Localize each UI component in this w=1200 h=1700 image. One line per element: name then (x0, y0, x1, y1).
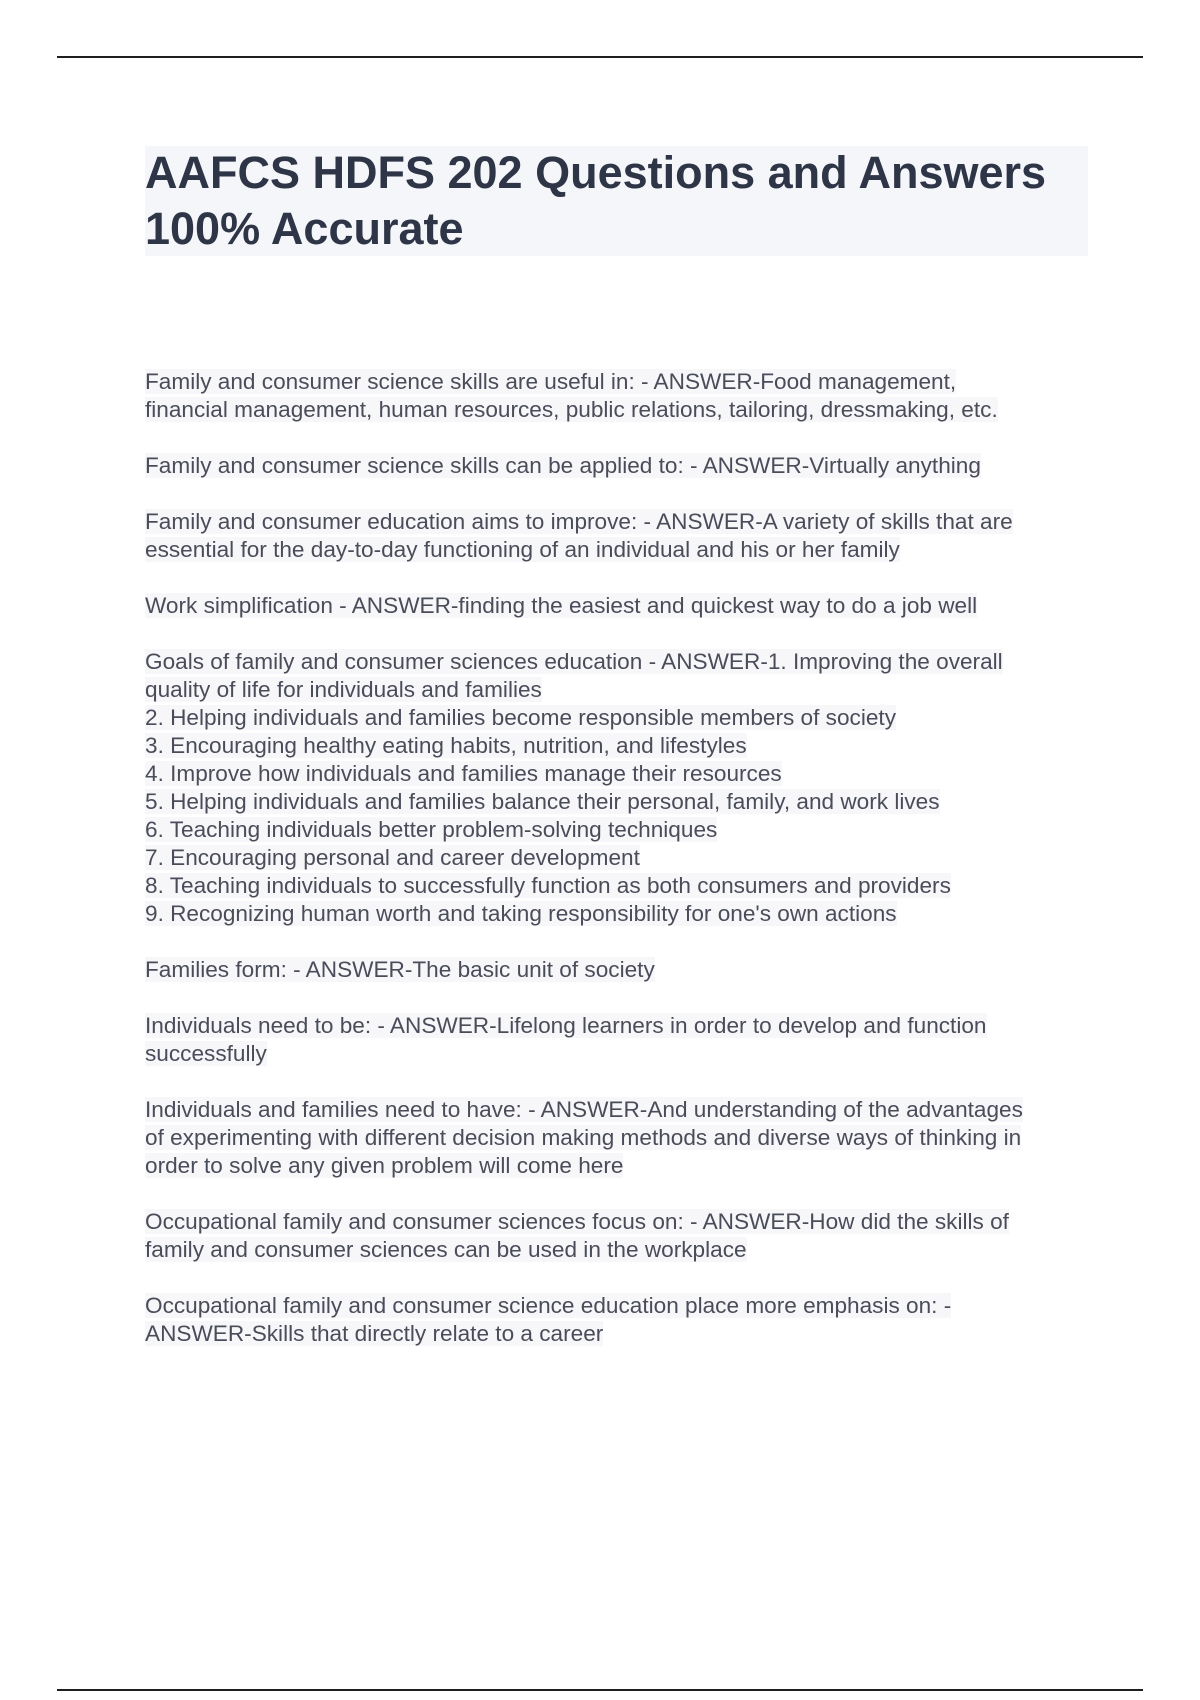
qa-text: Family and consumer science skills are useful in: - ANSWER-Food management, financial management, human resources, public relations, tailoring, dressmaking, etc. (145, 369, 998, 422)
qa-entry (145, 1096, 1095, 1180)
qa-text: Occupational family and consumer science education place more emphasis on: - ANSWER-Skills that directly relate to a career (145, 1293, 952, 1346)
qa-entry (145, 452, 1095, 480)
qa-entry (145, 368, 1095, 424)
title-block (145, 146, 1088, 256)
bottom-divider (57, 1689, 1143, 1691)
qa-text: Family and consumer science skills can be applied to: - ANSWER-Virtually anything (145, 453, 981, 478)
qa-entry (145, 592, 1095, 620)
qa-text: Work simplification - ANSWER-finding the easiest and quickest way to do a job well (145, 593, 978, 618)
qa-text: Family and consumer education aims to improve: - ANSWER-A variety of skills that are essential for the day-to-day functioning of an individual and his or her family (145, 509, 1013, 562)
qa-entry (145, 508, 1095, 564)
qa-text: Individuals need to be: - ANSWER-Lifelong learners in order to develop and function successfully (145, 1013, 987, 1066)
qa-entry (145, 648, 1095, 928)
qa-text: Families form: - ANSWER-The basic unit of society (145, 957, 655, 982)
qa-text: Individuals and families need to have: - ANSWER-And understanding of the advantages of experimenting with different decision making methods and diverse ways of thinking in order to solve any given problem will come here (145, 1097, 1023, 1178)
qa-entry (145, 1292, 1095, 1348)
page-title: AAFCS HDFS 202 Questions and Answers 100% Accurate (145, 147, 1047, 254)
qa-list (145, 368, 1095, 1376)
qa-entry (145, 956, 1095, 984)
qa-entry (145, 1208, 1095, 1264)
top-divider (57, 56, 1143, 58)
qa-text: Occupational family and consumer sciences focus on: - ANSWER-How did the skills of family and consumer sciences can be used in the workplace (145, 1209, 1009, 1262)
qa-text: Goals of family and consumer sciences education - ANSWER-1. Improving the overall quality of life for individuals and families 2. Helping individuals and families become responsible members of society 3. Encouraging healthy eating habits, nutrition, and lifestyles 4. Improve how individuals and families manage their resources 5. Helping individuals and families balance their personal, family, and work lives 6. Teaching individuals better problem-solving techniques 7. Encouraging personal and career development 8. Teaching individuals to successfully function as both consumers and providers 9. Recognizing human worth and taking responsibility for one's own actions (145, 649, 1003, 926)
qa-entry (145, 1012, 1095, 1068)
